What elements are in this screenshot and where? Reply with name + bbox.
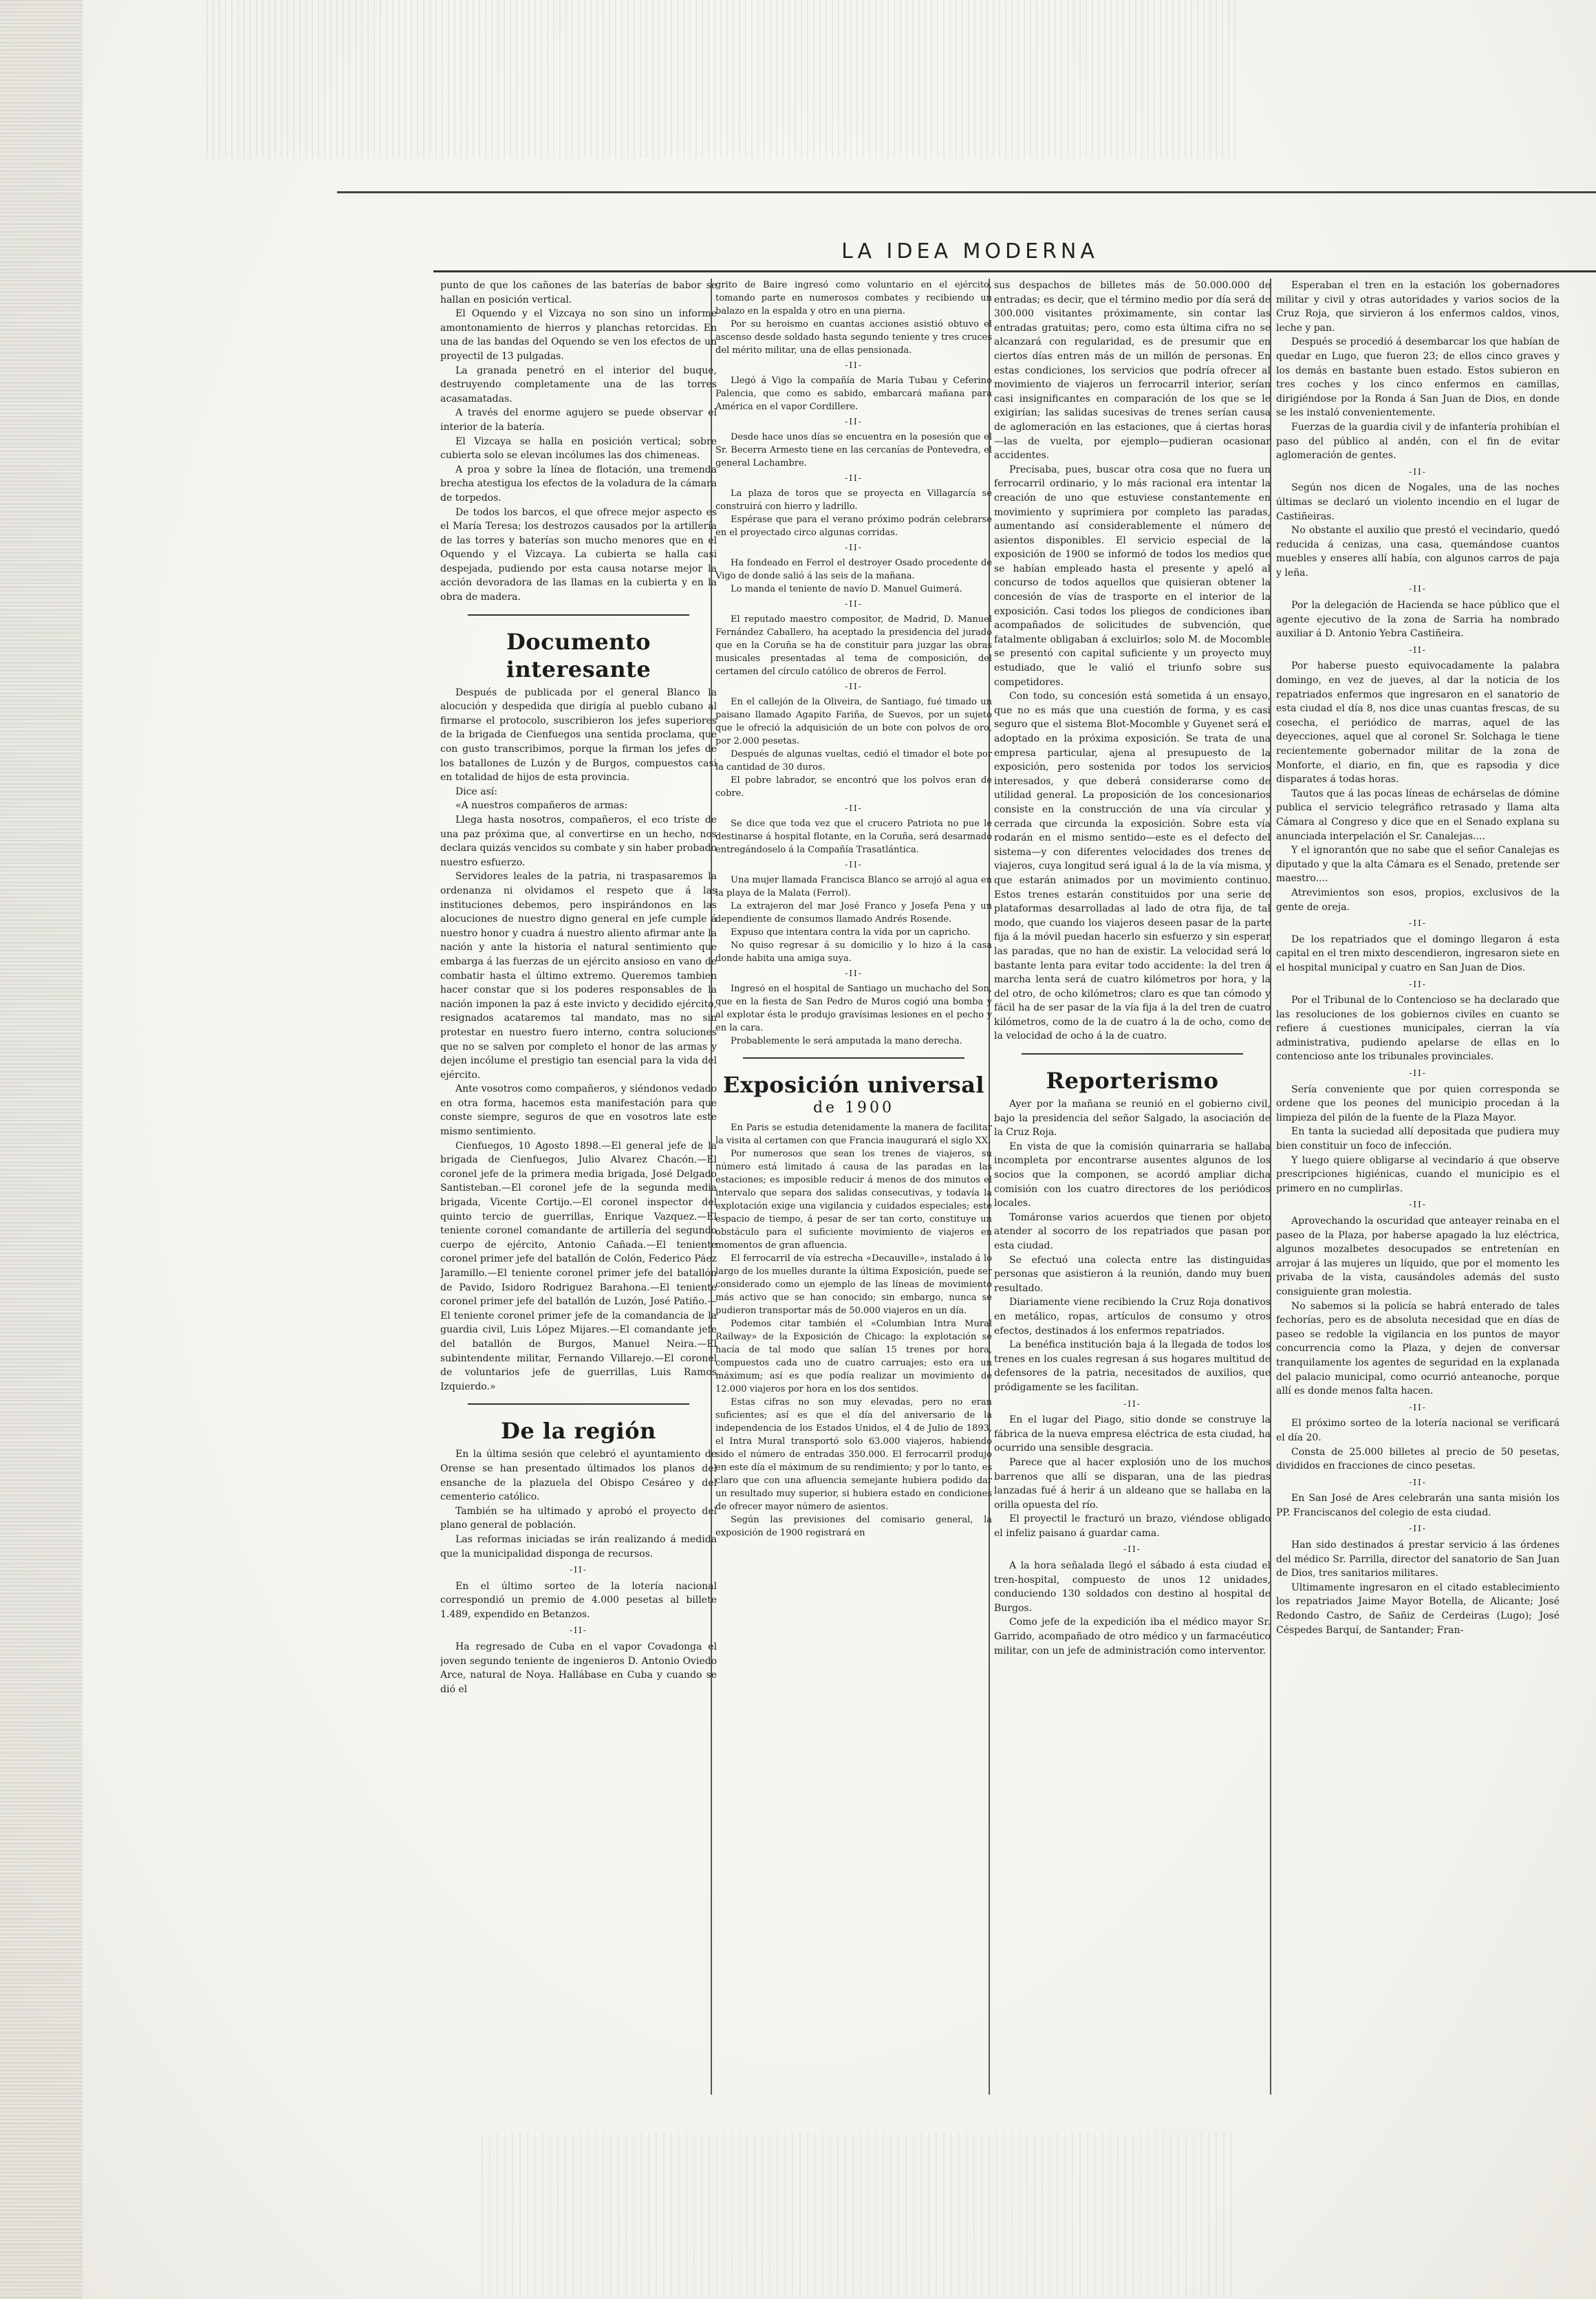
paragraph: Por el Tribunal de lo Contencioso se ha declarado que las resoluciones de los gobiernos civiles en cuanto se refiere á cuestiones municipales, cierran la vía administrativa, pudiendo apelarse de ellas en lo contencioso ante los tribunales provinciales. — [1276, 995, 1560, 1063]
news-separator: -II- — [845, 860, 863, 870]
column-1 — [440, 279, 717, 2095]
paragraph: Sería conveniente que por quien corresponda se ordene que los peones del municipio procedan á la limpieza del pilón de la fuente de la Plaza Mayor. — [1276, 1083, 1560, 1123]
paragraph: No obstante el auxilio que prestó el vecindario, quedó reducida á cenizas, una casa, quemándose cuantos muebles y enseres allí había, con algunos carros de paja y leña. — [1276, 525, 1560, 579]
paragraph: Ultimamente ingresaron en el citado establecimiento los repatriados Jaime Mayor Botella, de Alicante; José Redondo Castro, de Sañiz de Cerdeiras (Lugo); José Céspedes Barquí, de Santander; Fran- — [1276, 1582, 1560, 1636]
paragraph: grito de Baire ingresó como voluntario en el ejército, tomando parte en numerosos combates y recibiendo un balazo en la espalda y otro en una pierna. — [715, 280, 992, 316]
news-separator: -II- — [1409, 466, 1427, 477]
article-heading: Exposición universal — [722, 1072, 985, 1098]
paragraph: La benéfica institución baja á la llegada de todos los trenes en los cuales regresan á sus hogares multitud de defensores de la patria, necesitados de auxilios, que pródigamente se les facilitan. — [994, 1339, 1271, 1393]
news-separator: -II- — [570, 1626, 587, 1636]
paragraph: Ha fondeado en Ferrol el destroyer Osado procedente de Vigo de donde salió á las seis de la mañana. — [715, 558, 992, 581]
paragraph: El proyectil le fracturó un brazo, viéndose obligado el infeliz paisano á guardar cama. — [994, 1513, 1271, 1539]
news-separator: -II- — [845, 599, 863, 609]
news-separator: -II- — [845, 360, 863, 370]
news-separator: -II- — [845, 543, 863, 552]
paragraph: Esperaban el tren en la estación los gobernadores militar y civil y otras autoridades y varios socios de la Cruz Roja, que sirvieron á los enfermos caldos, vinos, leche y pan. — [1276, 280, 1560, 334]
paragraph: Después se procedió á desembarcar los que habían de quedar en Lugo, que fueron 23; de ellos cinco graves y los demás en bastante buen estado. Estos subieron en tres coches y los cinco enfermos en camillas, dirigiéndose por la Ronda á San Juan de Dios, en donde se les instaló convenientemente. — [1276, 336, 1560, 419]
masthead-title: LA IDEA MODERNA — [841, 239, 1099, 263]
paragraph: Dice así: — [455, 786, 498, 797]
paragraph: La granada penetró en el interior del buque, destruyendo completamente una de las torres acasamatadas. — [440, 365, 717, 404]
paragraph: En el callejón de la Oliveira, de Santiago, fué timado un paisano llamado Agapito Fariña, de Suevos, por un sujeto que le ofreció la adquisición de un bote con polvos de oro, por 2.000 pesetas. — [715, 697, 992, 746]
paragraph: A proa y sobre la línea de flotación, una tremenda brecha atestigua los efectos de la voladura de la cámara de torpedos. — [440, 464, 717, 504]
paragraph: No quiso regresar á su domicilio y lo hizo á la casa donde habita una amiga suya. — [715, 940, 992, 964]
news-separator: -II- — [1409, 1068, 1427, 1079]
column-3 — [994, 279, 1271, 2095]
news-separator: -II- — [1409, 918, 1427, 929]
paragraph: A través del enorme agujero se puede observar el interior de la batería. — [440, 407, 717, 433]
paragraph: A la hora señalada llegó el sábado á esta ciudad el tren-hospital, compuesto de unos 12 unidades, conduciendo 130 soldados con destino al hospital de Burgos. — [994, 1560, 1271, 1614]
paragraph: «A nuestros compañeros de armas: — [455, 800, 628, 812]
paragraph: El reputado maestro compositor, de Madrid, D. Manuel Fernández Caballero, ha aceptado la presidencia del jurado que en la Coruña se ha de constituir para juzgar las obras musicales presentadas al tema de composición, del certamen del círculo católico de obreros de Ferrol. — [715, 614, 992, 677]
paragraph: La extrajeron del mar José Franco y Josefa Pena y un dependiente de consumos llamado Andrés Rosende. — [715, 901, 992, 925]
section-rule — [1022, 1053, 1243, 1055]
paragraph: Aprovechando la oscuridad que anteayer reinaba en el paseo de la Plaza, por haberse apagado la luz eléctrica, algunos mozalbetes desocupados se entretenían en arrojar á las mujeres un líquido, que por el momento les privaba de la vista, causándoles además del susto consiguiente gran molestia. — [1276, 1216, 1560, 1297]
news-separator: -II- — [845, 473, 863, 483]
paragraph: Llega hasta nosotros, compañeros, el eco triste de una paz próxima que, al convertirse en un hecho, nos declara quizás vencidos su combate y sin haber probado nuestro esfuerzo. — [440, 814, 717, 868]
column-4 — [1276, 279, 1560, 2095]
paragraph: Fuerzas de la guardia civil y de infantería prohibían el paso del público al andén, con el fin de evitar aglomeración de gentes. — [1276, 421, 1560, 462]
paragraph: Ante vosotros como compañeros, y siéndonos vedado en otra forma, hacemos esta manifestación para que conste siempre, seguros de que en vosotros late este mismo sentimiento. — [440, 1083, 717, 1138]
paragraph: El próximo sorteo de la lotería nacional se verificará el día 20. — [1276, 1418, 1560, 1443]
scan-bleedthrough-top — [206, 0, 1238, 158]
news-separator: -II- — [845, 803, 863, 813]
paragraph: Probablemente le será amputada la mano derecha. — [731, 1036, 962, 1046]
article-heading: Documento interesante — [506, 628, 651, 682]
paragraph: Y luego quiere obligarse al vecindario á que observe prescripciones higiénicas, cuando el municipio es el primero en no cumplirlas. — [1276, 1154, 1560, 1194]
paragraph: Consta de 25.000 billetes al precio de 50 pesetas, divididos en fracciones de cinco pesetas. — [1276, 1446, 1560, 1472]
news-separator: -II- — [1409, 1402, 1427, 1412]
paragraph: sus despachos de billetes más de 50.000.000 de entradas; es decir, que el término medio por día será de 300.000 visitantes próximamente, sin contar las entradas gratuitas; pero, como esta última cifra no se alcanzará con regularidad, es de presumir que en ciertos días entren más de un millón de personas. En estas condiciones, los servicios que podría ofrecer al movimiento de viajeros un ferrocarril interior, serían casi insignificantes en comparación de los que se le exigirían; las salidas sucesivas de trenes serían causa de aglomeración en las estaciones, que á ciertas horas—las de vuelta, por ejemplo—pudieran ocasionar accidentes. — [994, 280, 1271, 462]
paragraph: Llegó á Vigo la compañía de María Tubau y Ceferino Palencia, que como es sabido, embarcará mañana para América en el vapor Cordillere. — [715, 376, 992, 412]
article-heading: De la región — [501, 1418, 656, 1445]
paragraph: Atrevimientos son esos, propios, exclusivos de la gente de oreja. — [1276, 887, 1560, 913]
paragraph: Expuso que intentara contra la vida por un capricho. — [731, 927, 971, 938]
news-separator: -II- — [1409, 584, 1427, 594]
news-separator: -II- — [1409, 1200, 1427, 1210]
paragraph: De todos los barcos, el que ofrece mejor aspecto es el María Teresa; los destrozos causados por la artillería de las torres y baterías son mucho menores que en el Oquendo y el Vizcaya. La cubierta se halla casi despejada, pudiendo por esta causa notarse mejor la acción devoradora de las llamas en la cubierta y en la obra de madera. — [440, 506, 717, 603]
paragraph: Ha regresado de Cuba en el vapor Covadonga el joven segundo teniente de ingenieros D. Antonio Oviedo Arce, natural de Noya. Hallábase en Cuba y cuando se dió el — [440, 1641, 717, 1695]
paragraph: Podemos citar también el «Columbian Intra Mural Railway» de la Exposición de Chicago: la explotación se hacía de tal modo que salían 15 trenes por hora, compuestos cada uno de cuatro carruajes; esto era un máximum; así es que podía realizar un movimiento de 12.000 viajeros por hora en los dos sentidos. — [715, 1319, 992, 1394]
section-rule — [743, 1057, 964, 1059]
paragraph: En tanta la suciedad allí depositada que pudiera muy bien constituir un foco de infección. — [1276, 1126, 1560, 1152]
paragraph: Por numerosos que sean los trenes de viajeros, su número está limitado á causa de las paradas en las estaciones; es imposible reducir á menos de dos minutos el intervalo que separa dos salidas consecutivas, y todavía la explotación exige una vigilancia y cuidados especiales; este espacio de tiempo, á pesar de ser tan corto, constituye un obstáculo para el suficiente movimiento de viajeros en momentos de gran afluencia. — [715, 1149, 992, 1251]
paragraph: En el último sorteo de la lotería nacional correspondió un premio de 4.000 pesetas al billete 1.489, expendido en Betanzos. — [440, 1580, 717, 1620]
article-heading: Reporterismo — [1046, 1068, 1219, 1094]
news-separator: -II- — [570, 1565, 587, 1575]
paragraph: Tomáronse varios acuerdos que tienen por objeto atender al socorro de los repatriados que pasan por esta ciudad. — [994, 1211, 1271, 1251]
paragraph: Espérase que para el verano próximo podrán celebrarse en el proyectado circo algunas corridas. — [715, 515, 992, 538]
paragraph: De los repatriados que el domingo llegaron á esta capital en el tren mixto descendieron, ingresaron siete en el hospital municipal y cuatro en San Juan de Dios. — [1276, 933, 1560, 973]
scan-bleedthrough-bottom — [482, 2133, 1238, 2298]
column-2 — [715, 279, 992, 2095]
paragraph: También se ha ultimado y aprobó el proyecto del plano general de población. — [440, 1505, 717, 1531]
paragraph: Las reformas iniciadas se irán realizando á medida que la municipalidad disponga de recursos. — [440, 1533, 717, 1559]
paragraph: Se dice que toda vez que el crucero Patriota no pue le destinarse á hospital flotante, en la Coruña, será desarmado entregándoselo á la Compañía Trasatlántica. — [715, 819, 992, 855]
news-separator: -II- — [1409, 979, 1427, 989]
paragraph: Con todo, su concesión está sometida á un ensayo, que no es más que una cuestión de forma, y es casi seguro que el sistema Blot-Mocomble y Guyenet será el adoptado en la próxima exposición. Se trata de una empresa particular, ajena al presupuesto de la exposición, pero sostenida por todos los servicios interesados, y que deberá considerarse como de utilidad general. La proposición de los concesionarios consiste en la construcción de una vía circular y cerrada que circunda la exposición. Sobre esta vía rodarán en el mismo sentido—este es el defecto del sistema—y con diferentes velocidades dos trenes de viajeros, cuya longitud será igual á la de la vía misma, y que estarán animados por un movimiento continuo. Estos trenes estarán constituidos por una serie de plataformas desarrolladas al lado de otra fija, de tal modo, que cuando los viajeros deseen pasar de la parte fija á la móvil puedan hacerlo sin esfuerzo y sin esperar las paradas, que no han de existir. La velocidad será lo bastante lenta para evitar todo accidente: la del tren á marcha lenta será de cuatro kilómetros por hora, y la del otro, de ocho kilómetros; claro es que tan cómodo y fácil ha de ser pasar de la vía fija á la del tren de cuatro kilómetros, como de la de cuatro á la de ocho, como de la velocidad de ocho á la de cuatro. — [994, 691, 1271, 1042]
paragraph: Diariamente viene recibiendo la Cruz Roja donativos en metálico, ropas, artículos de consumo y otros efectos, destinados á los enfermos repatriados. — [994, 1297, 1271, 1337]
paragraph: punto de que los cañones de las baterías de babor se hallan en posición vertical. — [440, 280, 717, 305]
paragraph: Lo manda el teniente de navío D. Manuel Guimerá. — [731, 584, 962, 594]
news-separator: -II- — [1123, 1544, 1141, 1555]
paragraph: Han sido destinados á prestar servicio á las órdenes del médico Sr. Parrilla, director del sanatorio de San Juan de Dios, tres sanitarios militares. — [1276, 1540, 1560, 1579]
paragraph: Después de publicada por el general Blanco la alocución y despedida que dirigía al pueblo cubano al firmarse el protocolo, suscribieron los jefes superiores de la brigada de Cienfuegos una sentida proclama, que con gusto transcribimos, porque la firman los jefes de los batallones de Luzón y de Burgos, compuestos casi en totalidad de hijos de esta provincia. — [440, 687, 717, 784]
paragraph: Según las previsiones del comisario general, la exposición de 1900 registrará en — [715, 1515, 992, 1538]
paragraph: El ferrocarril de vía estrecha «Decauville», instalado á lo largo de los muelles durante la última Exposición, puede ser considerado como un ejemplo de las líneas de movimiento más activo que se han conocido; sin embargo, nunca se pudieron transportar más de 50.000 viajeros en un día. — [715, 1253, 992, 1316]
paragraph: Cienfuegos, 10 Agosto 1898.—El general jefe de la brigada de Cienfuegos, Julio Alvarez Chacón.—El coronel jefe de la primera media brigada, José Delgado Santisteban.—El coronel jefe de la segunda media brigada, Vicente Cortijo.—El coronel inspector del quinto tercio de guerrillas, Enrique Vazquez.—El teniente coronel comandante de artillería del segundo cuerpo de ejército, Antonio Cañada.—El teniente coronel primer jefe del batallón de Colón, Federico Páez Jaramillo.—El teniente coronel primer jefe del batallón de Pavido, Isidoro Rodriguez Barahona.—El teniente coronel primer jefe del batallón de Luzón, José Patiño.—El teniente coronel primer jefe de la comandancia de la guardia civil, Luis López Mijares.—El comandante jefe del batallón de Burgos, Manuel Neira.—El subintendente militar, Fernando Villarejo.—El coronel de voluntarios jefe de guerrillas, Luis Ramos Izquierdo.» — [440, 1140, 717, 1392]
news-separator: -II- — [1409, 1524, 1427, 1534]
paragraph: No sabemos si la policía se habrá enterado de tales fechorías, pero es de absoluta necesidad que en días de paseo se redoble la vigilancia en los puntos de mayor concurrencia como la Plaza, y dejen de conversar tranquilamente los agentes de seguridad en la explanada del palacio municipal, como ocurrió anteanoche, porque allí es donde menos falta hacen. — [1276, 1300, 1560, 1397]
news-separator: -II- — [845, 969, 863, 978]
paragraph: El pobre labrador, se encontró que los polvos eran de cobre. — [715, 775, 992, 799]
news-separator: -II- — [845, 682, 863, 691]
paragraph: Parece que al hacer explosión uno de los muchos barrenos que allí se disparan, una de las piedras lanzadas fué á herir á un aldeano que se hallaba en la orilla opuesta del río. — [994, 1456, 1271, 1511]
section-rule — [468, 614, 689, 616]
paragraph: Servidores leales de la patria, ni traspasaremos la ordenanza ni olvidamos el respeto que á las instituciones debemos, pero inspirándonos en las alocuciones de nuestro digno general en jefe cumple á nuestro honor y cuadra á nuestro aliento afirmar ante la nación y ante la historia el natural sentimiento que embarga á las fuerzas de un ejército ansioso en vano de combatir hasta el último extremo. Queremos tambien hacer constar que si los poderes responsables de la nación imponen la paz á este invicto y decidido ejército, resignados acataremos tal mandato, mas no sin protestar en nuestro fuero interno, contra soluciones que no se salven por completo el honor de las armas y dejen incólume el prestigio tan esencial para la vida del ejército. — [440, 871, 717, 1081]
paragraph: Por la delegación de Hacienda se hace público que el agente ejecutivo de la zona de Sarria ha nombrado auxiliar á D. Antonio Yebra Castiñeira. — [1276, 600, 1560, 640]
paragraph: Ingresó en el hospital de Santiago un muchacho del Son, que en la fiesta de San Pedro de Muros cogió una bomba y al explotar ésta le produjo gravísimas lesiones en el pecho y en la cara. — [715, 984, 992, 1033]
paragraph: Precisaba, pues, buscar otra cosa que no fuera un ferrocarril ordinario, y lo más racional era intentar la creación de uno que estuviese constantemente en movimiento y suprimiera por completo las paradas, aumentando así considerablemente el número de asientos disponibles. El servicio especial de la exposición de 1900 se informó de todos los medios que se habían empleado hasta el presente y apeló al concurso de todos aquellos que quisieran obtener la concesión de vías de trasporte en el interior de la exposición. Casi todos los pliegos de condiciones iban acompañados de solicitudes de subvención, que fatalmente obligaban á excluirlos; solo M. de Mocomble se presentó con capital suficiente y un proyecto muy estudiado, que le valió el triunfo sobre sus competidores. — [994, 464, 1271, 688]
news-separator: -II- — [1409, 1477, 1427, 1487]
paragraph: Y el ignorantón que no sabe que el señor Canalejas es diputado y que la alta Cámara es el Senado, pretende ser maestro.... — [1276, 845, 1560, 885]
paragraph: Una mujer llamada Francisca Blanco se arrojó al agua en la playa de la Malata (Ferrol). — [715, 875, 992, 898]
paragraph: Según nos dicen de Nogales, una de las noches últimas se declaró un violento incendio en el lugar de Castiñeiras. — [1276, 482, 1560, 522]
paragraph: El Oquendo y el Vizcaya no son sino un informe amontonamiento de hierros y planchas retorcidas. En una de las bandas del Oquendo se ven los efectos de un proyectil de 13 pulgadas. — [440, 308, 717, 362]
article-subheading: de 1900 — [812, 1099, 895, 1116]
masthead-rule — [433, 270, 1596, 272]
paragraph: Por su heroismo en cuantas acciones asistió obtuvo el ascenso desde soldado hasta segundo teniente y tres cruces del mérito militar, una de ellas pensionada. — [715, 319, 992, 356]
paragraph: Ayer por la mañana se reunió en el gobierno civil, bajo la presidencia del señor Salgado, la asociación de la Cruz Roja. — [994, 1099, 1271, 1138]
paragraph: En San José de Ares celebrarán una santa misión los PP. Franciscanos del colegio de esta ciudad. — [1276, 1493, 1560, 1518]
paragraph: El Vizcaya se halla en posición vertical; sobre cubierta solo se elevan incólumes las dos chimeneas. — [440, 435, 717, 462]
paragraph: Como jefe de la expedición iba el médico mayor Sr. Garrido, acompañado de otro médico y un farmacéutico militar, con un jefe de administración como interventor. — [994, 1617, 1271, 1656]
scanned-page-edge — [0, 0, 83, 2299]
paragraph: Desde hace unos días se encuentra en la posesión que el Sr. Becerra Armesto tiene en las cercanías de Pontevedra, el general Lachambre. — [715, 432, 992, 468]
news-separator: -II- — [845, 417, 863, 427]
paragraph: Por haberse puesto equivocadamente la palabra domingo, en vez de jueves, al dar la noticia de los repatriados enfermos que ingresaron en el sanatorio de esta ciudad el día 8, nos dice unas cuantas frescas, de su cosecha, el periódico de marras, aquel de las deyecciones, aquel que al coronel Sr. Solchaga le tiene recientemente gobernador militar de la zona de Monforte, el diario, en fin, que es rapsodia y dice disparates á todas horas. — [1276, 660, 1560, 786]
paragraph: Tautos que á las pocas líneas de echárselas de dómine publica el servicio telegráfico retrasado y llama alta Cámara al Congreso y dice que en el Senado explana su anunciada interpelación el Sr. Canalejas.... — [1276, 788, 1560, 842]
paragraph: Se efectuó una colecta entre las distinguidas personas que asistieron á la reunión, dando muy buen resultado. — [994, 1254, 1271, 1294]
paragraph: En vista de que la comisión quinarraria se hallaba incompleta por encontrarse ausentes algunos de los socios que la componen, se acordó ampliar dicha comisión con los cuatro directores de los periódicos locales. — [994, 1141, 1271, 1209]
paragraph: Estas cifras no son muy elevadas, pero no eran suficientes; así es que el día del aniversario de la independencia de los Estados Unidos, el 4 de Julio de 1893, el Intra Mural transportó solo 63.000 viajeros, habiendo sido el número de entradas 350.000. El ferrocarril produjo en este día el máximum de su rendimiento; y por lo tanto, es claro que con una afluencia semejante hubiera podido dar un resultado muy superior, si hubiera estado en condiciones de ofrecer mayor número de asientos. — [715, 1397, 992, 1512]
paragraph: En la última sesión que celebró el ayuntamiento de Orense se han presentado últimados los planos del ensanche de la plazuela del Obispo Cesáreo y del cementerio católico. — [440, 1449, 717, 1503]
paragraph: La plaza de toros que se proyecta en Villagarcía se construirá con hierro y ladrillo. — [715, 488, 992, 512]
section-rule — [468, 1403, 689, 1405]
news-separator: -II- — [1409, 645, 1427, 655]
paragraph: En el lugar del Piago, sitio donde se construye la fábrica de la nueva empresa eléctrica de esta ciudad, ha ocurrido una sensible desgracia. — [994, 1414, 1271, 1454]
paragraph: En Paris se estudia detenidamente la manera de facilitar la visita al certamen con que Francia inaugurará el siglo XX. — [715, 1123, 992, 1146]
paragraph: Después de algunas vueltas, cedió el timador el bote por la cantidad de 30 duros. — [715, 749, 992, 773]
top-rule — [337, 191, 1596, 193]
news-separator: -II- — [1123, 1399, 1141, 1409]
